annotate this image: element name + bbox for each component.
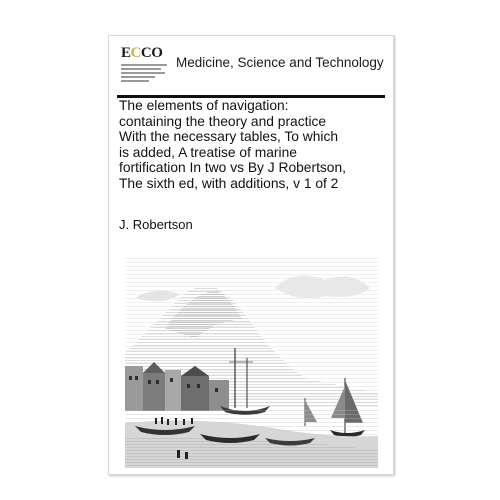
book-cover xyxy=(108,35,394,475)
book-title xyxy=(119,98,389,192)
ecco-logo xyxy=(121,45,167,95)
logo-mark: ECCO xyxy=(121,45,163,61)
title-line: With the necessary tables, To which xyxy=(119,129,339,145)
harbor-engraving-image xyxy=(125,258,378,468)
book-author: J. Robertson xyxy=(119,217,193,232)
logo-fine-print xyxy=(121,64,167,84)
cover-header xyxy=(109,36,393,92)
series-label: Medicine, Science and Technology xyxy=(176,55,384,70)
title-line: The sixth ed, with additions, v 1 of 2 xyxy=(119,175,339,191)
title-line: fortification In two vs By J Robertson, xyxy=(119,160,346,176)
title-line: is added, A treatise of marine xyxy=(119,144,297,160)
title-line: containing the theory and practice xyxy=(119,113,327,129)
title-line: The elements of navigation: xyxy=(119,98,289,113)
